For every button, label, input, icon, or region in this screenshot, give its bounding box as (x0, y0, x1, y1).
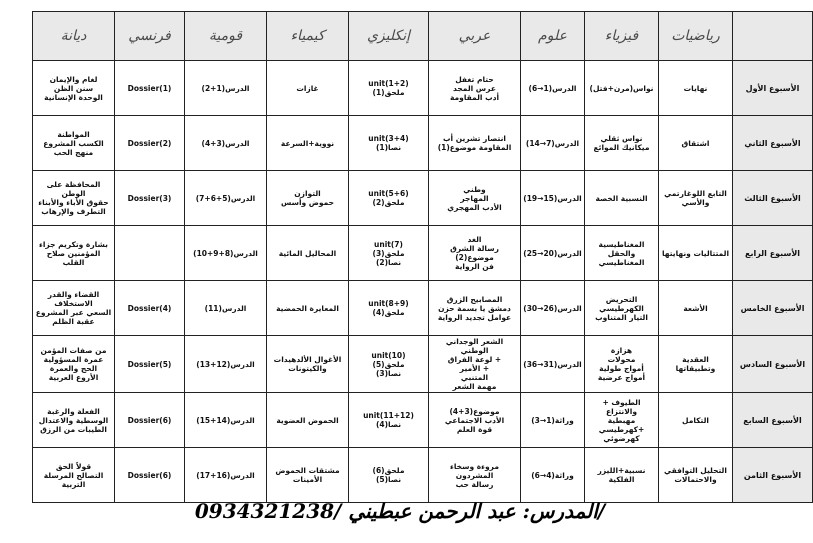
cell-text: المحافظة على الوطن حقوق الأباء والأبناء التطرف والإرهاب (38, 180, 109, 216)
teacher-signature: المدرس: عبد الرحمن عبطيني /0934321238/ (194, 499, 606, 523)
cell-physics (585, 336, 659, 393)
cell-text: وراثة(4→6) (531, 470, 574, 480)
table-row (33, 116, 813, 171)
cell-french (115, 448, 185, 503)
cell-text: الأغوال الألدهيدات والكيتونات (273, 355, 342, 373)
cell-text: قولاً الحق التصالح المرسلة التربية (43, 461, 104, 489)
cell-text: الغد رسالة الشرق موضوع(2) فن الرواية (450, 235, 499, 271)
cell-text: الدرس(5+6+7) (195, 193, 256, 203)
cell-math (659, 171, 733, 226)
header-science: علوم (521, 12, 585, 61)
cell-text: Dossier(3) (127, 193, 172, 203)
cell-science (521, 281, 585, 336)
cell-national (185, 61, 267, 116)
cell-text: نووية+السرعة (280, 138, 335, 148)
cell-math (659, 116, 733, 171)
table-row (33, 61, 813, 116)
cell-text: الدرس(8+9+10) (193, 248, 258, 258)
cell-arabic (429, 171, 521, 226)
schedule-table (32, 11, 813, 503)
cell-arabic (429, 116, 521, 171)
cell-chemistry (267, 281, 349, 336)
cell-text: غازات (296, 83, 319, 93)
cell-text: unit(10) ملحق(5) نصا(3) (371, 350, 406, 378)
cell-text: نهايات (683, 83, 708, 93)
cell-text: unit(8+9) ملحق(4) (368, 299, 409, 317)
cell-english (349, 393, 429, 448)
cell-text: المصابيح الزرق دمشق يا بسمة حزن عوامل تجديد الرواية (437, 294, 512, 322)
cell-text: unit(1+2) ملحق(1) (368, 79, 409, 97)
header-religion: ديانة (33, 12, 115, 61)
cell-text: القضاء والقدر الاستخلاف السعي عبر المشروع عقبة الظلم (35, 290, 112, 326)
cell-religion (33, 116, 115, 171)
cell-text: الطيوف + والانتزاع مهبطية +كهرطيسي كهرضوئي (598, 397, 645, 443)
cell-text: نسبية+الليزر الفلكية (597, 466, 646, 484)
cell-arabic (429, 61, 521, 116)
header-week (733, 12, 813, 61)
header-math: رياضيات (659, 12, 733, 61)
table-row (33, 393, 813, 448)
schedule-sheet (32, 11, 806, 503)
cell-english (349, 61, 429, 116)
week-label: الأسبوع الثاني (733, 116, 813, 171)
cell-french (115, 393, 185, 448)
header-french: فرنسي (115, 12, 185, 61)
cell-math (659, 448, 733, 503)
cell-religion (33, 61, 115, 116)
cell-text: الشعر الوجداني الوطني + لوعة الفراق + الأمير المتنبي مهمة الشعر (445, 337, 504, 391)
cell-chemistry (267, 61, 349, 116)
cell-text: Dossier(6) (127, 470, 172, 480)
week-label: الأسبوع الرابع (733, 226, 813, 281)
cell-national (185, 116, 267, 171)
cell-physics (585, 226, 659, 281)
cell-text: التابع اللوغارتمي والأسي (664, 189, 727, 207)
cell-text: الدرس(12+13) (196, 359, 255, 369)
header-arabic: عربي (429, 12, 521, 61)
cell-national (185, 171, 267, 226)
header-national: قومية (185, 12, 267, 61)
cell-text: مشتقات الحموض الأمينات (275, 466, 340, 484)
cell-text: موضوع(3+4) الأدب الاجتماعي قوة العلم (444, 406, 505, 434)
cell-religion (33, 281, 115, 336)
cell-math (659, 393, 733, 448)
cell-text: الدرس(1→6) (528, 83, 577, 93)
cell-text: المواطنة الكسب المشروع منهج الحب (43, 129, 104, 157)
cell-text: مروءة وسخاء المشردون رسالة حب (450, 461, 499, 489)
header-chemistry: كيمياء (267, 12, 349, 61)
cell-religion (33, 448, 115, 503)
week-label: الأسبوع الأول (733, 61, 813, 116)
cell-french (115, 61, 185, 116)
cell-text: وطني المهاجر الأدب المهجري (447, 184, 502, 212)
table-row (33, 336, 813, 393)
cell-text: الفعلة والرغبة الوسطية والاعتدال الطيبات من الرزق (38, 406, 109, 434)
cell-text: نواس ثقلي ميكانيك الموائع (593, 134, 650, 152)
cell-chemistry (267, 171, 349, 226)
cell-science (521, 393, 585, 448)
header-english: إنكليزي (349, 12, 429, 61)
table-row (33, 448, 813, 503)
cell-text: unit(5+6) ملحق(2) (368, 189, 409, 207)
cell-text: المعايرة الحمضية (276, 303, 339, 313)
cell-text: المتتاليات ونهايتها (661, 248, 730, 258)
cell-physics (585, 393, 659, 448)
cell-text: العقدية وتطبيقاتها (675, 355, 716, 373)
cell-text: unit(3+4) نصا(1) (368, 134, 409, 152)
cell-text: المحاليل المائية (278, 248, 337, 258)
cell-math (659, 336, 733, 393)
cell-text: الدرس(3+4) (201, 138, 250, 148)
cell-text: التحليل التوافقي والاحتمالات (664, 466, 727, 484)
cell-national (185, 336, 267, 393)
cell-text: unit(11+12) نصا(4) (363, 411, 414, 429)
table-row (33, 171, 813, 226)
cell-text: الدرس(20→25) (523, 248, 582, 258)
cell-text: الأشعة (683, 303, 708, 313)
cell-chemistry (267, 336, 349, 393)
cell-arabic (429, 448, 521, 503)
cell-text: التحريض الكهرطيسي التيار المتناوب (595, 294, 648, 322)
cell-arabic (429, 226, 521, 281)
cell-math (659, 226, 733, 281)
cell-religion (33, 393, 115, 448)
cell-religion (33, 336, 115, 393)
cell-text: بشارة وتكريم جزاء المؤمنين صلاح القلب (39, 239, 108, 267)
cell-science (521, 226, 585, 281)
cell-text: انتصار تشرين أب المقاومة موضوع(1) (437, 134, 512, 152)
cell-text: حتام تغفل عرس المجد أدب المقاومة (449, 74, 500, 102)
cell-math (659, 281, 733, 336)
cell-text: الدرس(26→30) (523, 303, 582, 313)
cell-text: التكامل (682, 415, 709, 425)
week-label: الأسبوع الخامس (733, 281, 813, 336)
week-label: الأسبوع الثالث (733, 171, 813, 226)
cell-national (185, 393, 267, 448)
cell-text: الدرس(16+17) (196, 470, 255, 480)
header-row (33, 12, 813, 61)
cell-english (349, 171, 429, 226)
cell-arabic (429, 393, 521, 448)
cell-french (115, 226, 185, 281)
cell-text: النسبية الخصة (595, 193, 648, 203)
cell-text: الدرس(7→14) (525, 138, 580, 148)
cell-text: Dossier(6) (127, 415, 172, 425)
cell-physics (585, 171, 659, 226)
cell-physics (585, 448, 659, 503)
cell-national (185, 226, 267, 281)
cell-text: من صفات المؤمن عمرة المسؤولية الحج والعمرة الأروع العربية (40, 346, 107, 382)
cell-text: unit(7) ملحق(3) نصا(2) (372, 239, 405, 267)
cell-english (349, 226, 429, 281)
cell-physics (585, 61, 659, 116)
cell-physics (585, 281, 659, 336)
cell-text: الدرس(15→19) (523, 193, 582, 203)
cell-chemistry (267, 116, 349, 171)
cell-text: Dossier(2) (127, 138, 172, 148)
cell-physics (585, 116, 659, 171)
cell-text: الدرس(31→36) (523, 359, 582, 369)
cell-text: Dossier(5) (127, 359, 172, 369)
cell-text: الحموض العضوية (276, 415, 339, 425)
header-physics: فيزياء (585, 12, 659, 61)
cell-national (185, 281, 267, 336)
cell-math (659, 61, 733, 116)
cell-french (115, 336, 185, 393)
cell-chemistry (267, 226, 349, 281)
cell-arabic (429, 281, 521, 336)
cell-national (185, 448, 267, 503)
cell-arabic (429, 336, 521, 393)
cell-text: هزازة محولات أمواج طولية أمواج عرضية (597, 346, 646, 382)
cell-religion (33, 226, 115, 281)
cell-text: نواس(مرن+فتل) (589, 83, 654, 93)
cell-english (349, 281, 429, 336)
cell-text: اشتقاق (681, 138, 710, 148)
cell-french (115, 116, 185, 171)
schedule-body (33, 61, 813, 503)
week-label: الأسبوع السادس (733, 336, 813, 393)
table-row (33, 281, 813, 336)
cell-text: لغام والإيمان سنن الظن الوحدة الإنسانية (44, 74, 103, 102)
cell-french (115, 171, 185, 226)
cell-science (521, 61, 585, 116)
cell-text: وراثة(1→3) (531, 415, 574, 425)
cell-science (521, 336, 585, 393)
cell-chemistry (267, 448, 349, 503)
cell-text: الدرس(14+15) (196, 415, 255, 425)
cell-english (349, 448, 429, 503)
cell-text: التوازن حموض وأسس (280, 189, 335, 207)
cell-text: Dossier(1) (127, 83, 172, 93)
cell-english (349, 336, 429, 393)
cell-science (521, 171, 585, 226)
table-row (33, 226, 813, 281)
cell-english (349, 116, 429, 171)
cell-chemistry (267, 393, 349, 448)
week-label: الأسبوع السابع (733, 393, 813, 448)
cell-text: المغناطيسية والحقل المغناطيسي (598, 239, 645, 267)
week-label: الأسبوع الثامن (733, 448, 813, 503)
cell-french (115, 281, 185, 336)
cell-text: الدرس(11) (204, 303, 247, 313)
cell-religion (33, 171, 115, 226)
cell-text: ملحق(6) نصا(5) (372, 466, 405, 484)
cell-science (521, 116, 585, 171)
cell-science (521, 448, 585, 503)
cell-text: الدرس(1+2) (201, 83, 250, 93)
cell-text: Dossier(4) (127, 303, 172, 313)
